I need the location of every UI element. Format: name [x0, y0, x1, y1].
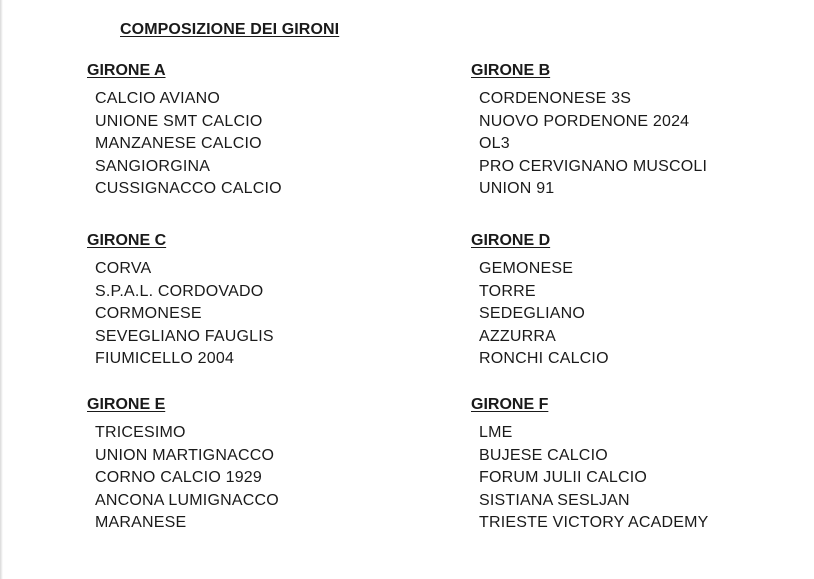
group-title: GIRONE E	[87, 396, 166, 413]
group-e	[87, 395, 417, 535]
team-item: PRO CERVIGNANO MUSCOLI	[479, 157, 708, 175]
team-list	[95, 88, 417, 201]
group-title: GIRONE F	[471, 396, 549, 413]
team-item: CORNO CALCIO 1929	[95, 469, 263, 486]
team-item: ANCONA LUMIGNACCO	[95, 491, 279, 509]
team-item: SEVEGLIANO FAUGLIS	[95, 327, 274, 345]
team-item: SISTIANA SESLJAN	[479, 491, 630, 509]
team-item: TORRE	[479, 282, 536, 300]
team-item: FORUM JULII CALCIO	[479, 469, 648, 486]
team-item: S.P.A.L. CORDOVADO	[95, 282, 264, 300]
team-item: UNION MARTIGNACCO	[95, 446, 275, 464]
group-c	[87, 231, 417, 371]
page-edge-shadow	[0, 0, 3, 579]
group-f	[471, 395, 801, 535]
team-item: AZZURRA	[479, 327, 556, 345]
group-title: GIRONE A	[87, 62, 166, 79]
team-item: UNION 91	[479, 180, 555, 197]
group-b	[471, 61, 801, 201]
team-list	[479, 422, 801, 535]
team-item: TRICESIMO	[95, 424, 186, 441]
team-item: CORMONESE	[95, 305, 202, 322]
group-title: GIRONE B	[471, 62, 551, 79]
team-item: NUOVO PORDENONE 2024	[479, 112, 690, 130]
team-item: SANGIORGINA	[95, 157, 211, 175]
team-list	[95, 258, 417, 371]
team-item: CORDENONESE 3S	[479, 90, 632, 107]
team-item: CALCIO AVIANO	[95, 90, 221, 107]
team-item: GEMONESE	[479, 260, 574, 277]
team-item: SEDEGLIANO	[479, 305, 586, 322]
group-title: GIRONE D	[471, 232, 551, 249]
team-item: RONCHI CALCIO	[479, 350, 609, 367]
team-item: TRIESTE VICTORY ACADEMY	[479, 514, 709, 531]
team-item: MARANESE	[95, 514, 187, 531]
team-item: MANZANESE CALCIO	[95, 135, 262, 152]
team-item: CUSSIGNACCO CALCIO	[95, 180, 282, 197]
group-title: GIRONE C	[87, 232, 167, 249]
group-d	[471, 231, 801, 371]
team-item: BUJESE CALCIO	[479, 446, 608, 464]
team-list	[479, 258, 801, 371]
document-title: COMPOSIZIONE DEI GIRONI	[120, 21, 340, 38]
team-item: LME	[479, 424, 513, 441]
team-list	[479, 88, 801, 201]
team-item: CORVA	[95, 260, 152, 277]
team-item: FIUMICELLO 2004	[95, 350, 235, 367]
team-item: UNIONE SMT CALCIO	[95, 112, 263, 130]
team-list	[95, 422, 417, 535]
group-a	[87, 61, 417, 201]
team-item: OL3	[479, 135, 510, 152]
